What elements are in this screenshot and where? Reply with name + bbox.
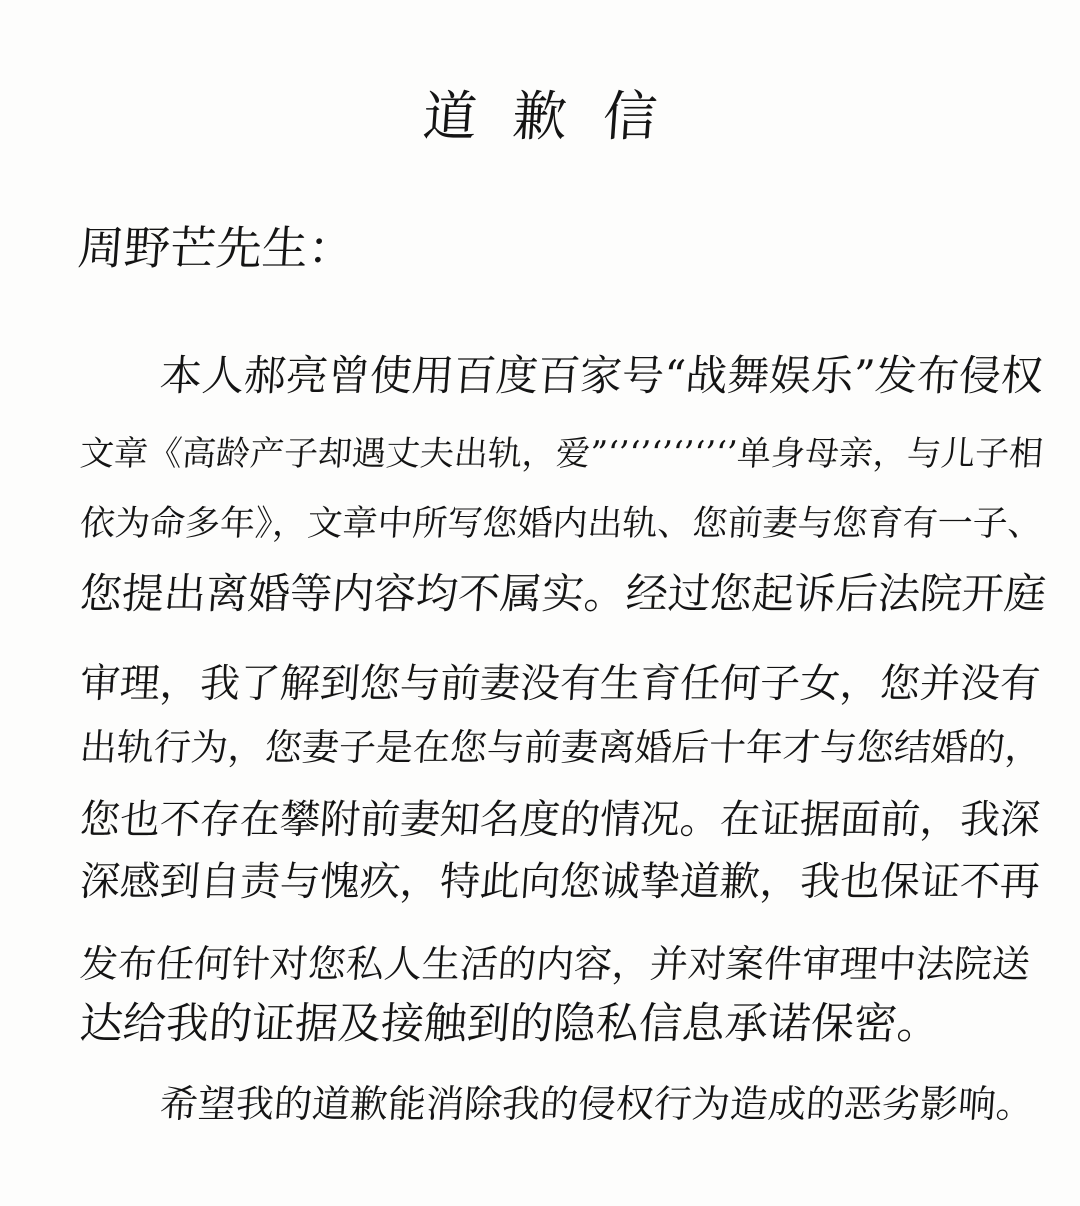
letter-line: 本人郝亮曾使用百度百家号“战舞娱乐”发布侵权 — [158, 351, 1045, 400]
letter-line: 出轨行为，您妻子是在您与前妻离婚后十年才与您结婚的， — [78, 726, 1044, 769]
letter-line: 文章《高龄产子却遇丈夫出轨，爱”‘’‘’‘’‘’‘’‘’单身母亲，与儿子相 — [78, 434, 1045, 474]
letter-title: 道歉信 — [420, 85, 696, 148]
salutation: 周野芒先生： — [76, 221, 356, 275]
letter-line: 深感到自责与愧疚，特此向您诚挚道歉，我也保证不再 — [78, 859, 1042, 905]
letter-line: 审理，我了解到您与前妻没有生育任何子女，您并没有 — [78, 661, 1042, 707]
letter-line: 您也不存在攀附前妻知名度的情况。在证据面前，我深 — [78, 797, 1042, 843]
letter-line: 您提出离婚等内容均不属实。经过您起诉后法院开庭 — [78, 569, 1048, 618]
letter-line: 发布任何针对您私人生活的内容，并对案件审理中法院送 — [78, 942, 1032, 986]
letter-line: 希望我的道歉能消除我的侵权行为造成的恶劣影响。 — [158, 1082, 1036, 1126]
letter-line: 依为命多年》，文章中所写您婚内出轨、您前妻与您育有一子、 — [78, 504, 1044, 544]
letter-line: 达给我的证据及接触到的隐私信息承诺保密。 — [78, 999, 942, 1049]
